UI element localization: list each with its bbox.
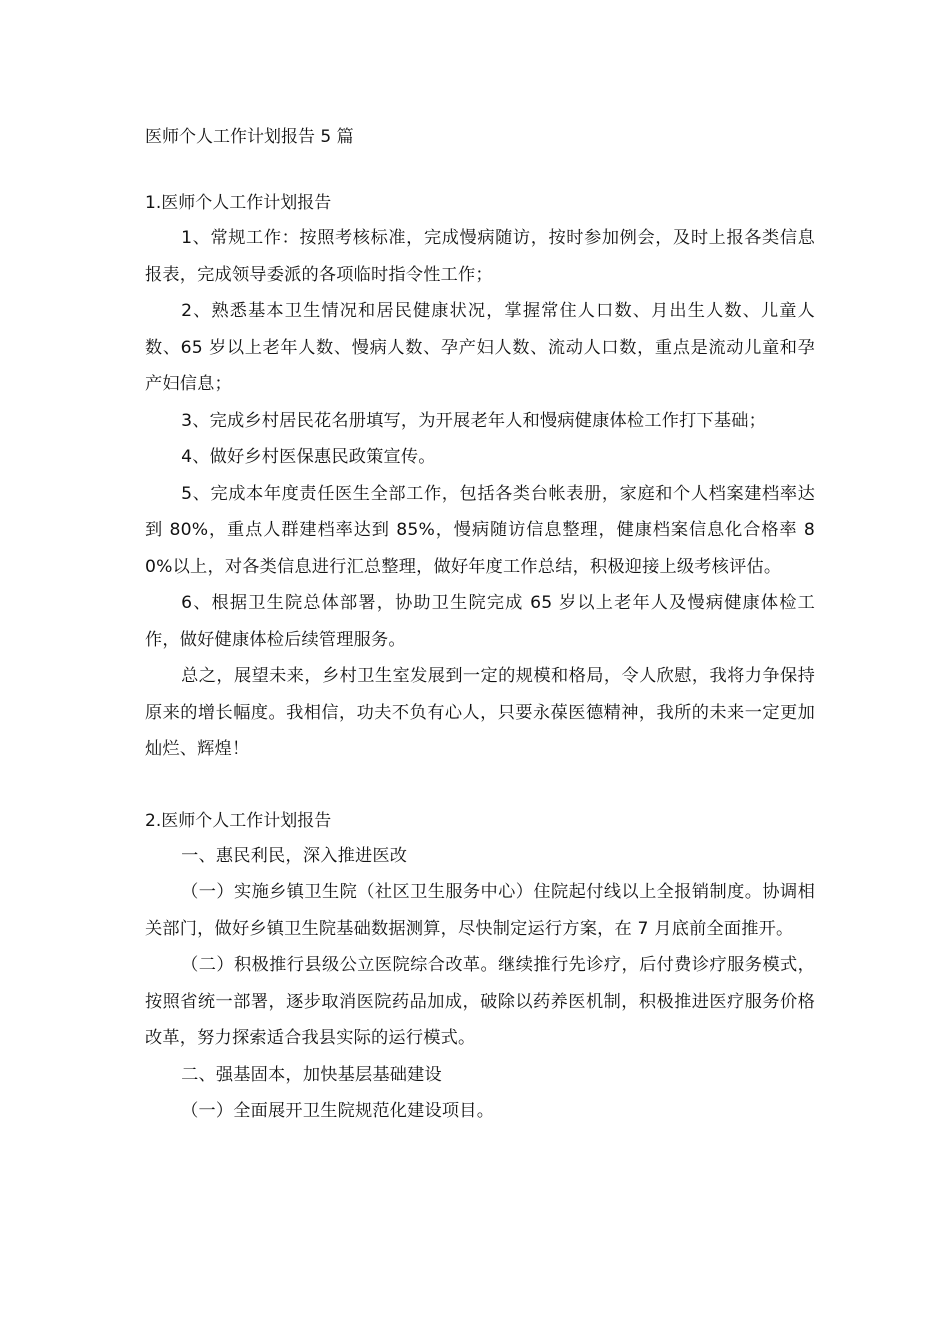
paragraph: （二）积极推行县级公立医院综合改革。继续推行先诊疗，后付费诊疗服务模式，按照省统一部署，逐步取消医院药品加成，破除以药养医机制，积极推进医疗服务价格改革，努力探索适合我县实际的运行模式。 <box>145 955 815 1048</box>
section-heading: 1.医师个人工作计划报告 <box>145 193 332 213</box>
paragraph: 6、根据卫生院总体部署，协助卫生院完成 65 岁以上老年人及慢病健康体检工作，做好健康体检后续管理服务。 <box>145 593 815 650</box>
section-1 <box>145 188 815 768</box>
paragraph: 3、完成乡村居民花名册填写，为开展老年人和慢病健康体检工作打下基础； <box>181 410 767 431</box>
section-heading: 2.医师个人工作计划报告 <box>145 810 332 831</box>
paragraph: （一）全面展开卫生院规范化建设项目。 <box>181 1101 495 1121</box>
paragraph: 总之，展望未来，乡村卫生室发展到一定的规模和格局，令人欣慰，我将力争保持原来的增长幅度。我相信，功夫不负有心人，只要永葆医德精神，我所的未来一定更加灿烂、辉煌！ <box>145 666 815 759</box>
paragraph: 4、做好乡村医保惠民政策宣传。 <box>181 447 436 467</box>
paragraph: 二、强基固本，加快基层基础建设 <box>181 1064 442 1085</box>
section-2 <box>145 806 815 1130</box>
paragraph: 一、惠民利民，深入推进医改 <box>181 845 408 866</box>
paragraph: 2、熟悉基本卫生情况和居民健康状况，掌握常住人口数、月出生人数、儿童人数、65 岁以上老年人数、慢病人数、孕产妇人数、流动人口数，重点是流动儿童和孕产妇信息； <box>145 301 815 394</box>
paragraph: （一）实施乡镇卫生院（社区卫生服务中心）住院起付线以上全报销制度。协调相关部门，做好乡镇卫生院基础数据测算，尽快制定运行方案，在 7 月底前全面推开。 <box>145 882 815 939</box>
paragraph: 1、常规工作：按照考核标准，完成慢病随访，按时参加例会，及时上报各类信息报表，完成领导委派的各项临时指令性工作； <box>145 228 815 285</box>
document-body <box>145 122 815 1130</box>
document-title: 医师个人工作计划报告 5 篇 <box>145 127 354 147</box>
paragraph: 5、完成本年度责任医生全部工作，包括各类台帐表册，家庭和个人档案建档率达到 80%，重点人群建档率达到 85%，慢病随访信息整理，健康档案信息化合格率 80%以上，对各类信息进行汇总整理，做好年度工作总结，积极迎接上级考核评估。 <box>145 483 815 577</box>
